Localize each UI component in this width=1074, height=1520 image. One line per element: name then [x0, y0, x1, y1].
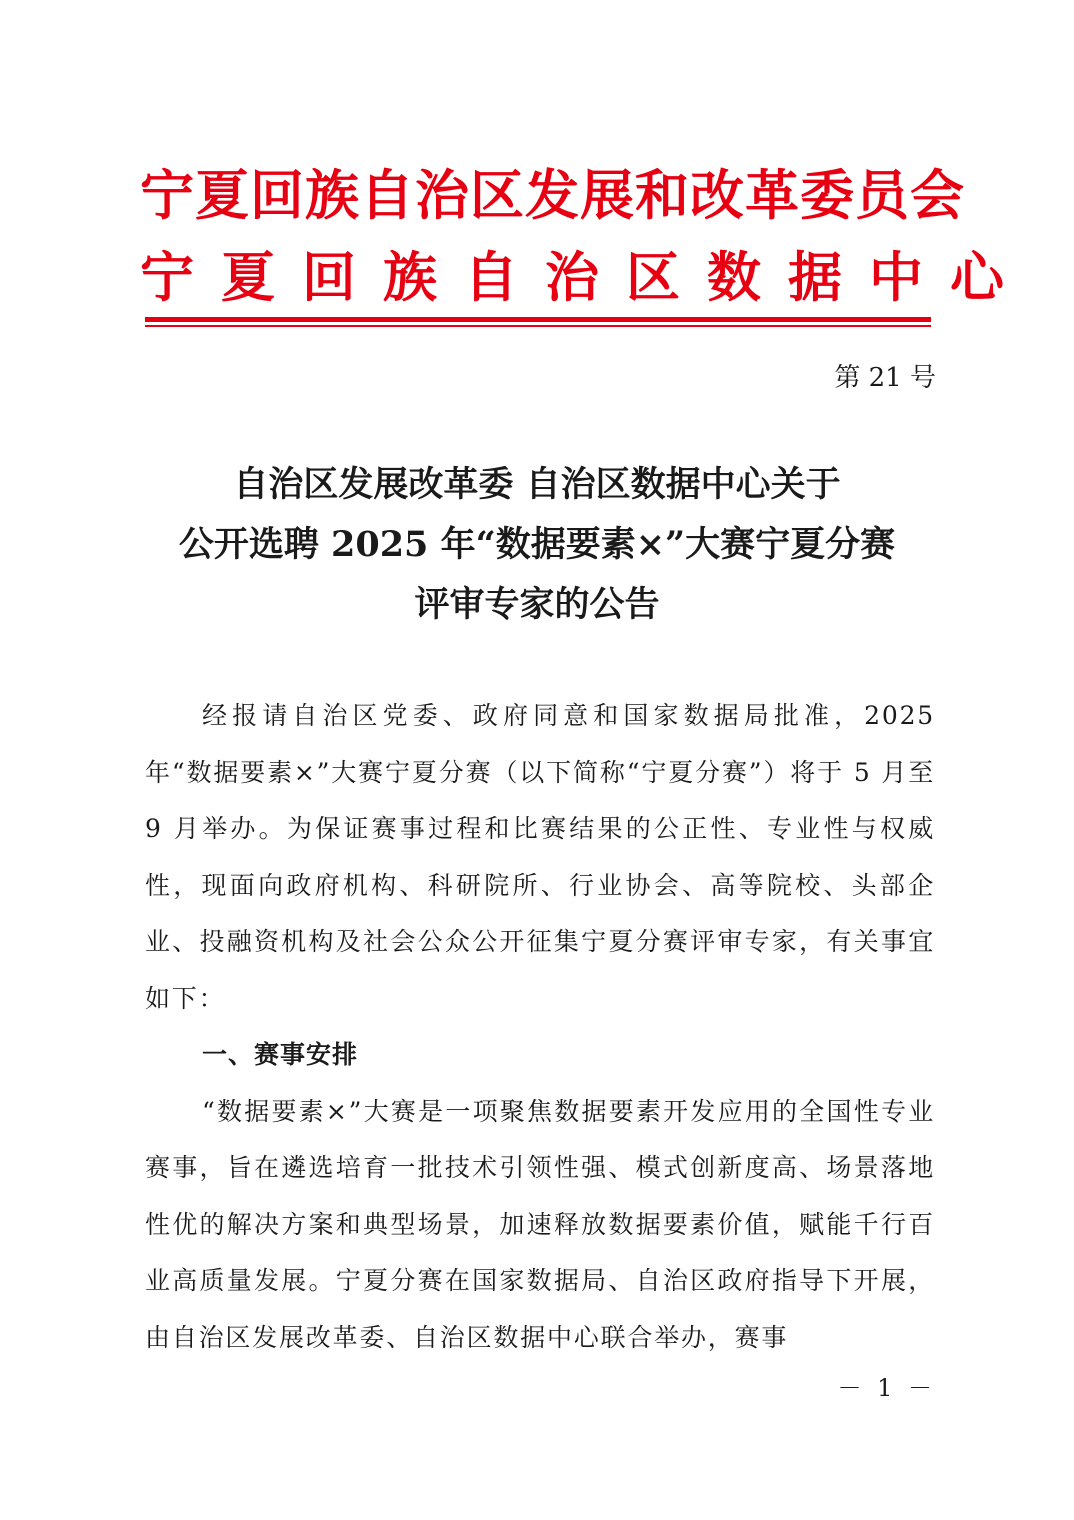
masthead-issuer-1: 宁夏回族自治区发展和改革委员会 — [140, 163, 965, 227]
document-body — [145, 688, 935, 1366]
title-line-2: 公开选聘 2025 年“数据要素×”大赛宁夏分赛 — [178, 524, 896, 565]
masthead-issuer-2: 宁夏回族自治区数据中心 — [140, 245, 1031, 309]
red-separator-thin — [145, 325, 931, 327]
section-heading: 一、赛事安排 — [202, 1040, 359, 1069]
document-number: 第 21 号 — [834, 363, 936, 393]
document-title — [120, 455, 954, 635]
title-line-1: 自治区发展改革委 自治区数据中心关于 — [233, 464, 841, 505]
title-line-3: 评审专家的公告 — [414, 584, 660, 625]
page-number: － 1 － — [837, 1374, 936, 1402]
body-paragraph-intro: 经报请自治区党委、政府同意和国家数据局批准，2025 年“数据要素×”大赛宁夏分赛（以下简称“宁夏分赛”）将于 5 月至 9 月举办。为保证赛事过程和比赛结果的公正性、专业性与权威性，现面向政府机构、科研院所、行业协会、高等院校、头部企业、投融资机构及社会公众公开征集宁夏分赛评审专家，有关事宜如下： — [145, 701, 935, 1013]
red-separator-thick — [145, 317, 931, 322]
body-paragraph-event: “数据要素×”大赛是一项聚焦数据要素开发应用的全国性专业赛事，旨在遴选培育一批技术引领性强、模式创新度高、场景落地性优的解决方案和典型场景，加速释放数据要素价值，赋能千行百业高质量发展。宁夏分赛在国家数据局、自治区政府指导下开展，由自治区发展改革委、自治区数据中心联合举办，赛事 — [145, 1096, 935, 1352]
